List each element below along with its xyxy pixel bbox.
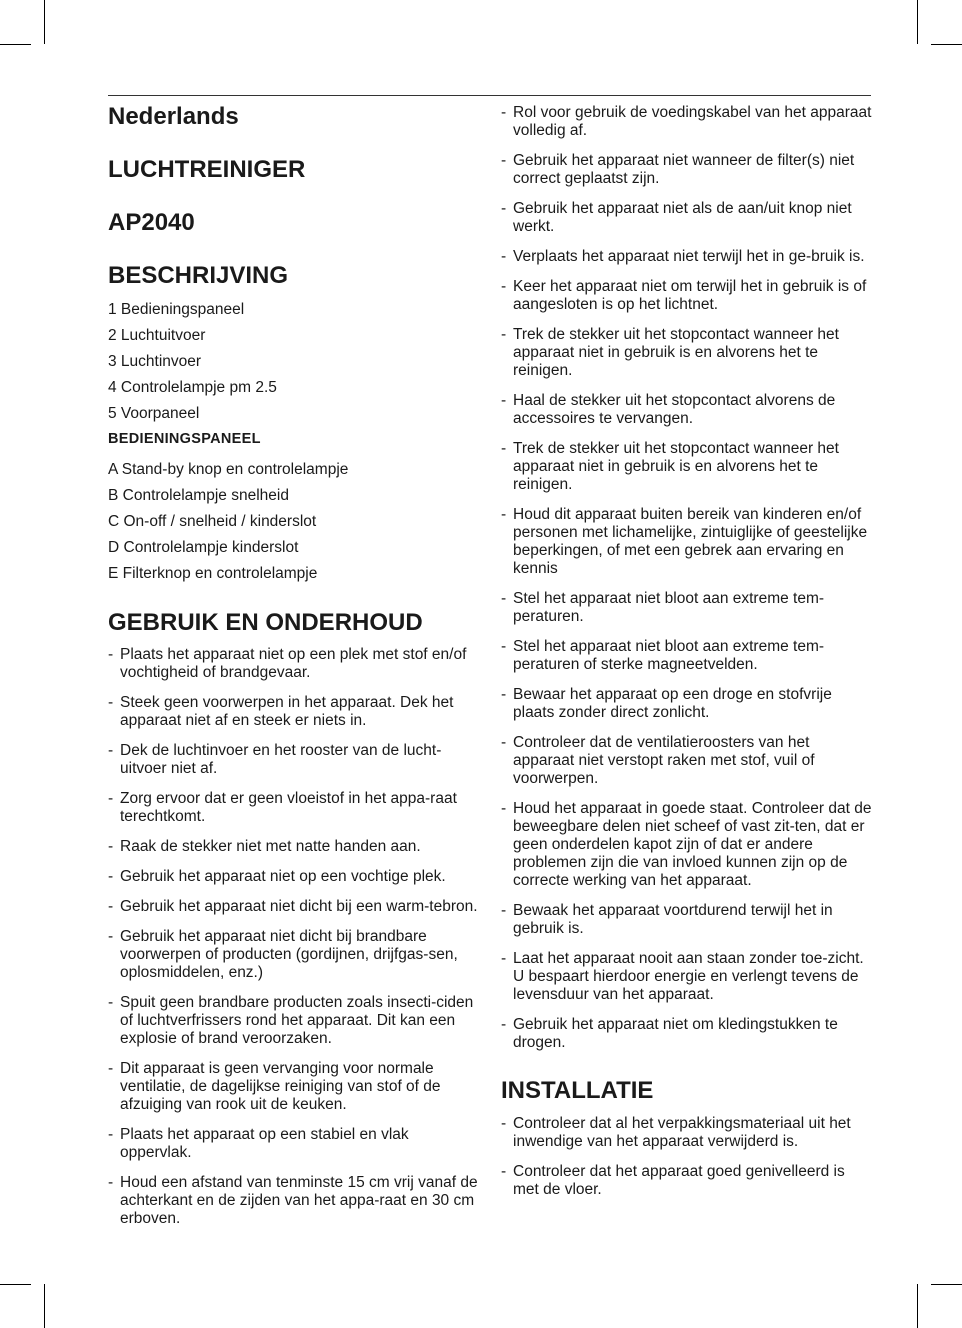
crop-mark <box>44 0 45 44</box>
usage-item: - Gebruik het apparaat niet als de aan/uit knop niet werkt. <box>501 200 873 236</box>
description-list <box>108 297 480 427</box>
description-item: 4 Controlelampje pm 2.5 <box>108 379 277 396</box>
product-name: LUCHTREINIGER <box>108 156 306 183</box>
usage-item: - Spuit geen brandbare producten zoals insecti-ciden of luchtverfrissers rond het apparaat. Dit kan een explosie of brand veroorzaken. <box>108 994 480 1048</box>
usage-item: - Zorg ervoor dat er geen vloeistof in het appa-raat terechtkomt. <box>108 790 480 826</box>
usage-item: - Rol voor gebruik de voedingskabel van het apparaat volledig af. <box>501 104 873 140</box>
installation-item: - Controleer dat het apparaat goed genivelleerd is met de vloer. <box>501 1163 873 1199</box>
crop-mark <box>931 1284 962 1285</box>
right-column <box>501 104 873 1211</box>
usage-item: - Verplaats het apparaat niet terwijl het in ge-bruik is. <box>501 248 873 266</box>
control-panel-item: D Controlelampje kinderslot <box>108 539 299 556</box>
header-rule <box>108 95 871 96</box>
control-panel-item: E Filterknop en controlelampje <box>108 565 318 582</box>
usage-list-left <box>108 646 480 1228</box>
usage-item: - Steek geen voorwerpen in het apparaat. Dek het apparaat niet af en steek er niets in. <box>108 694 480 730</box>
installation-item: - Controleer dat al het verpakkingsmateriaal uit het inwendige van het apparaat verwijderd is. <box>501 1115 873 1151</box>
crop-mark <box>0 1284 31 1285</box>
usage-item: - Houd het apparaat in goede staat. Controleer dat de beweegbare delen niet scheef of vast zit-ten, dat er geen onderdelen kapot zijn of dat er andere problemen zijn die van invloed kunnen zijn op de correcte werking van het apparaat. <box>501 800 873 890</box>
usage-item: - Controleer dat de ventilatieroosters van het apparaat niet verstopt raken met stof, vuil of voorwerpen. <box>501 734 873 788</box>
crop-mark <box>44 1284 45 1328</box>
description-item: 1 Bedieningspaneel <box>108 301 245 318</box>
usage-item: - Bewaak het apparaat voortdurend terwijl het in gebruik is. <box>501 902 873 938</box>
crop-mark <box>0 44 31 45</box>
usage-item: - Plaats het apparaat op een stabiel en vlak oppervlak. <box>108 1126 480 1162</box>
usage-item: - Keer het apparaat niet om terwijl het in gebruik is of aangesloten is op het lichtnet. <box>501 278 873 314</box>
installation-list <box>501 1115 873 1199</box>
language-title: Nederlands <box>108 103 239 130</box>
description-item: 5 Voorpaneel <box>108 405 200 422</box>
control-panel-item: A Stand-by knop en controlelampje <box>108 461 349 478</box>
left-column <box>108 100 480 1240</box>
usage-item: - Bewaar het apparaat op een droge en stofvrije plaats zonder direct zonlicht. <box>501 686 873 722</box>
crop-mark <box>917 0 918 44</box>
control-panel-list <box>108 457 480 587</box>
usage-item: - Gebruik het apparaat niet dicht bij brandbare voorwerpen of producten (gordijnen, drijfgas-sen, oplosmiddelen, enz.) <box>108 928 480 982</box>
crop-mark <box>931 44 962 45</box>
description-item: 3 Luchtinvoer <box>108 353 202 370</box>
control-panel-heading: BEDIENINGSPANEEL <box>108 431 261 447</box>
usage-item: - Trek de stekker uit het stopcontact wanneer het apparaat niet in gebruik is en alvorens het te reinigen. <box>501 326 873 380</box>
control-panel-item: B Controlelampje snelheid <box>108 487 289 504</box>
crop-mark <box>917 1284 918 1328</box>
usage-item: - Stel het apparaat niet bloot aan extreme tem-peraturen. <box>501 590 873 626</box>
usage-list-right <box>501 104 873 1052</box>
usage-item: - Houd dit apparaat buiten bereik van kinderen en/of personen met lichamelijke, zintuiglijke of geestelijke beperkingen, of met een gebrek aan ervaring en kennis <box>501 506 873 578</box>
model-number: AP2040 <box>108 209 195 236</box>
usage-item: - Gebruik het apparaat niet wanneer de filter(s) niet correct geplaatst zijn. <box>501 152 873 188</box>
installation-heading: INSTALLATIE <box>501 1077 654 1104</box>
usage-item: - Houd een afstand van tenminste 15 cm vrij vanaf de achterkant en de zijden van het appa-raat en 30 cm erboven. <box>108 1174 480 1228</box>
usage-heading: GEBRUIK EN ONDERHOUD <box>108 609 423 636</box>
usage-item: - Trek de stekker uit het stopcontact wanneer het apparaat niet in gebruik is en alvorens het te reinigen. <box>501 440 873 494</box>
usage-item: - Dek de luchtinvoer en het rooster van de lucht-uitvoer niet af. <box>108 742 480 778</box>
usage-item: - Laat het apparaat nooit aan staan zonder toe-zicht. U bespaart hierdoor energie en verlengt tevens de levensduur van het apparaat. <box>501 950 873 1004</box>
usage-item: - Dit apparaat is geen vervanging voor normale ventilatie, de dagelijkse reiniging van stof of de afzuiging van rook uit de keuken. <box>108 1060 480 1114</box>
usage-item: - Gebruik het apparaat niet op een vochtige plek. <box>108 868 480 886</box>
usage-item: - Raak de stekker niet met natte handen aan. <box>108 838 480 856</box>
usage-item: - Haal de stekker uit het stopcontact alvorens de accessoires te vervangen. <box>501 392 873 428</box>
usage-item: - Stel het apparaat niet bloot aan extreme tem-peraturen of sterke magneetvelden. <box>501 638 873 674</box>
description-heading: BESCHRIJVING <box>108 262 289 289</box>
usage-item: - Gebruik het apparaat niet dicht bij een warm-tebron. <box>108 898 480 916</box>
control-panel-item: C On-off / snelheid / kinderslot <box>108 513 317 530</box>
usage-item: - Plaats het apparaat niet op een plek met stof en/of vochtigheid of brandgevaar. <box>108 646 480 682</box>
description-item: 2 Luchtuitvoer <box>108 327 206 344</box>
usage-item: - Gebruik het apparaat niet om kledingstukken te drogen. <box>501 1016 873 1052</box>
